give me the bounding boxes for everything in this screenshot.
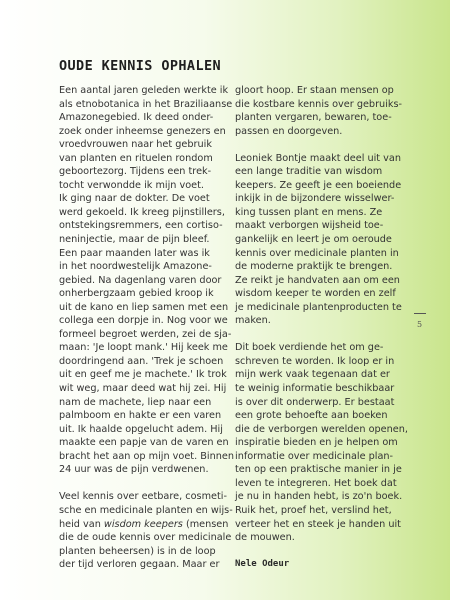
text-line: Dit boek verdiende het om ge- xyxy=(235,342,384,354)
right-column-text xyxy=(235,84,415,558)
text-line: sche en medicinale planten en wijs- xyxy=(59,504,233,516)
text-line: de mouwen. xyxy=(235,532,295,544)
text-line: planten vergaren, bewaren, toe- xyxy=(235,112,392,124)
text-line: ten op een praktische manier in je xyxy=(235,464,402,476)
text-line: nam de machete, liep naar een xyxy=(59,396,212,408)
text-line: zoek onder inheemse genezers en xyxy=(59,125,226,137)
text-line: bracht het aan op mijn voet. Binnen xyxy=(59,450,234,462)
text-line: Ze reikt je handvaten aan om een xyxy=(235,274,400,286)
text-line: is over dit onderwerp. Er bestaat xyxy=(235,396,395,408)
text-line: te weinig informatie beschikbaar xyxy=(235,383,395,395)
text-line: Amazonegebied. Ik deed onder- xyxy=(59,112,214,124)
text-line: Een paar maanden later was ik xyxy=(59,247,210,259)
text-line: Ik ging naar de dokter. De voet xyxy=(59,193,210,205)
text-line: uit en geef me je machete.' Ik trok xyxy=(59,369,227,381)
text-line: Leoniek Bontje maakt deel uit van xyxy=(235,152,401,164)
text-line: doordringend aan. 'Trek je schoen xyxy=(59,355,224,367)
text-line: leven te integreren. Het boek dat xyxy=(235,477,397,489)
text-line: tocht verwondde ik mijn voet. xyxy=(59,179,204,191)
text-line: neninjectie, maar de pijn bleef. xyxy=(59,234,210,246)
text-line: ontstekingsremmers, een cortiso- xyxy=(59,220,223,232)
paragraph-gap xyxy=(59,477,239,491)
text-line: van planten en rituelen rondom xyxy=(59,152,213,164)
text-line: wit weg, maar deed wat hij zei. Hij xyxy=(59,383,227,395)
text-line: die de verborgen werelden openen, xyxy=(235,423,408,435)
author-signature: Nele Odeur xyxy=(235,559,290,570)
right-column xyxy=(235,84,415,572)
text-line: verteer het en steek je handen uit xyxy=(235,518,401,530)
text-line: heid van wisdom keepers (mensen xyxy=(59,518,229,530)
text-line: die de oude kennis over medicinale xyxy=(59,532,232,544)
text-line: in het noordwestelijk Amazone- xyxy=(59,261,212,273)
text-line: inspiratie bieden en je helpen om xyxy=(235,437,398,449)
paragraph-gap xyxy=(235,138,415,152)
text-line: mijn werk vaak tegenaan dat er xyxy=(235,369,390,381)
page-number-mark xyxy=(414,313,426,314)
text-line: wisdom keeper te worden en zelf xyxy=(235,288,396,300)
text-line: die kostbare kennis over gebruiks- xyxy=(235,98,403,110)
text-line: informatie over medicinale plan- xyxy=(235,450,394,462)
page-title: OUDE KENNIS OPHALEN xyxy=(59,58,222,74)
text-line: inkijk in de bijzondere wisselwer- xyxy=(235,193,395,205)
text-line: gloort hoop. Er staan mensen op xyxy=(235,85,394,96)
text-line: collega een dorpje in. Nog voor we xyxy=(59,315,228,327)
text-line: Een aantal jaren geleden werkte ik xyxy=(59,85,229,96)
text-line: vroedvrouwen naar het gebruik xyxy=(59,139,212,151)
text-line: gankelijk en leert je om oeroude xyxy=(235,234,392,246)
text-line: der tijd verloren gegaan. Maar er xyxy=(59,559,220,571)
text-line: passen en doorgeven. xyxy=(235,125,343,137)
page-number: 5 xyxy=(417,320,423,329)
text-line: je nu in handen hebt, is zo'n boek. xyxy=(235,491,403,503)
text-line: keepers. Ze geeft je een boeiende xyxy=(235,179,402,191)
text-line: maan: 'Je loopt mank.' Hij keek me xyxy=(59,342,228,354)
text-line: palmboom en hakte er een varen xyxy=(59,410,222,422)
text-line: maakt verborgen wijsheid toe- xyxy=(235,220,384,232)
text-line: gebied. Na dagenlang varen door xyxy=(59,274,222,286)
text-line: Ruik het, proef het, verslind het, xyxy=(235,504,392,516)
text-line: planten beheersen) is in de loop xyxy=(59,545,216,557)
text-line: king tussen plant en mens. Ze xyxy=(235,206,383,218)
text-line: onherbergzaam gebied kroop ik xyxy=(59,288,214,300)
text-line: schreven te worden. Ik loop er in xyxy=(235,355,395,367)
text-line: 24 uur was de pijn verdwenen. xyxy=(59,464,209,476)
text-line: formeel begroet werden, zei de sja- xyxy=(59,328,232,340)
paragraph-gap xyxy=(235,545,415,559)
text-line: de moderne praktijk te brengen. xyxy=(235,261,393,273)
text-line: je medicinale plantenproducten te xyxy=(235,301,402,313)
paragraph-gap xyxy=(235,328,415,342)
text-line: Veel kennis over eetbare, cosmeti- xyxy=(59,491,227,503)
text-line: een grote behoefte aan boeken xyxy=(235,410,388,422)
text-line: maken. xyxy=(235,315,271,327)
text-line: uit de kano en liep samen met een xyxy=(59,301,229,313)
text-line: werd gekoeld. Ik kreeg pijnstillers, xyxy=(59,206,225,218)
left-column xyxy=(59,84,239,572)
text-line: uit. Ik haalde opgelucht adem. Hij xyxy=(59,423,223,435)
text-line: maakte een papje van de varen en xyxy=(59,437,229,449)
text-line: geboortezorg. Tijdens een trek- xyxy=(59,166,212,178)
text-line: een lange traditie van wisdom xyxy=(235,166,383,178)
text-line: kennis over medicinale planten in xyxy=(235,247,399,259)
text-line: als etnobotanica in het Braziliaanse xyxy=(59,98,233,110)
